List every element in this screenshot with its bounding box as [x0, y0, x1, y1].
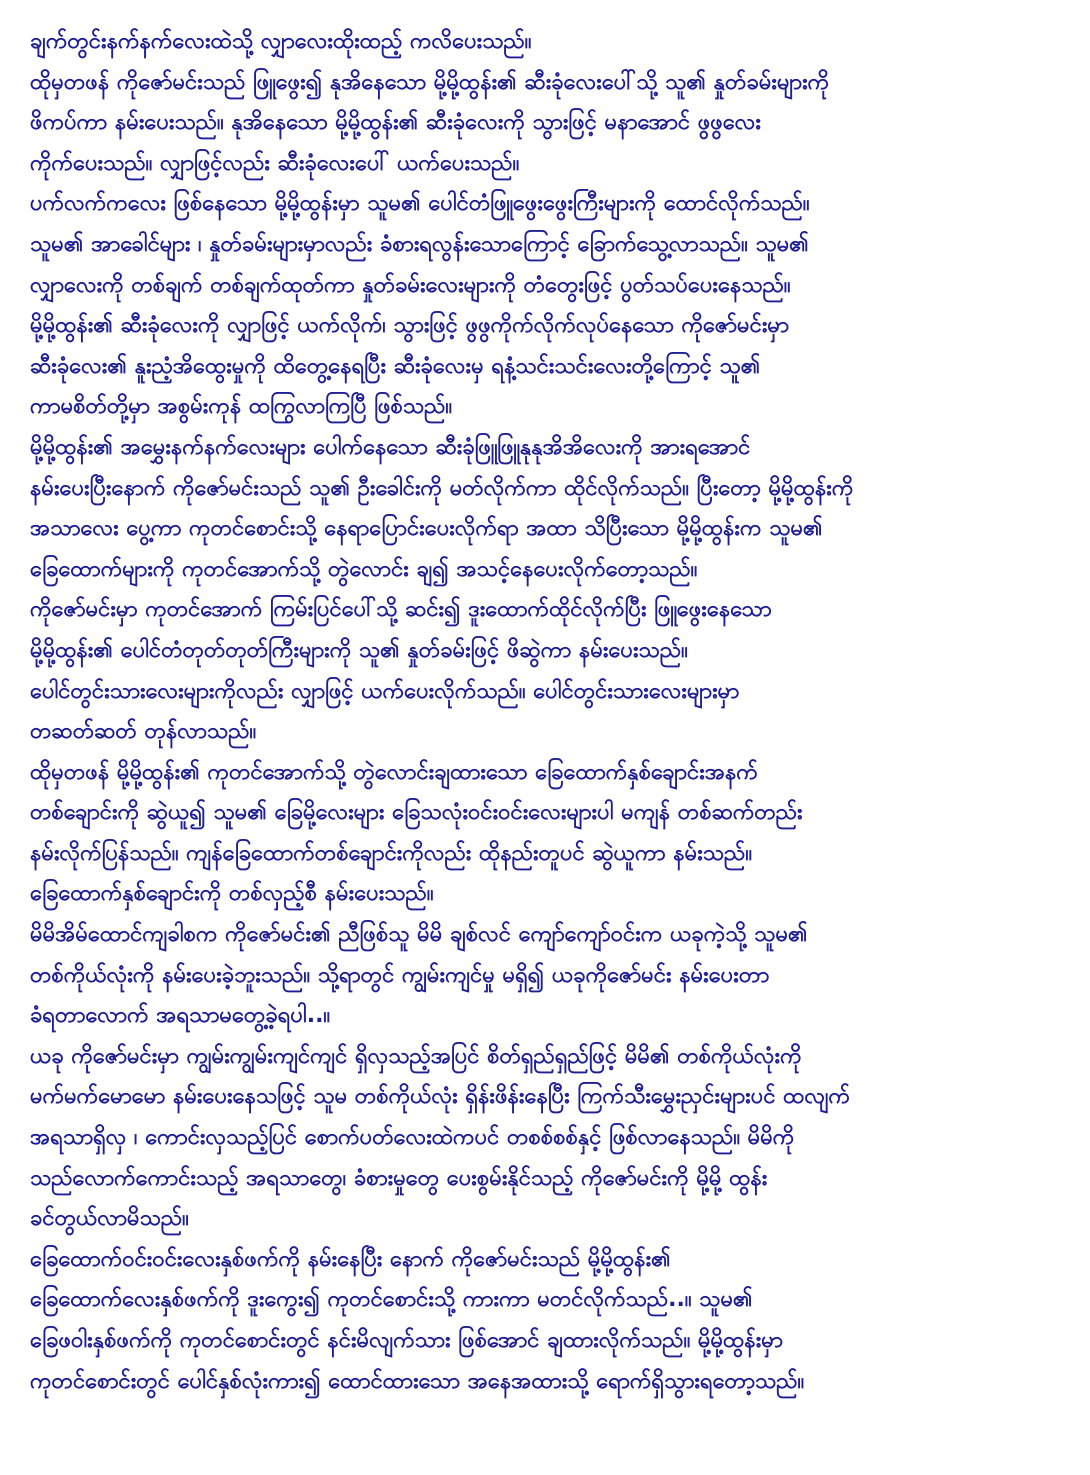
text-line: ချက်တွင်းနက်နက်လေးထဲသို့ လျှာလေးထိုးထည့် ကလိပေးသည်။ — [30, 29, 532, 54]
text-line: မက်မက်မောမော နမ်းပေးနေသဖြင့် သူမ တစ်ကိုယ်လုံး ရှိန်းဖိန်းနေပြီး ကြက်သီးမွှေးညှင်းများပင် ထလျက် — [30, 1084, 851, 1110]
text-line: နမ်းလိုက်ပြန်သည်။ ကျန်ခြေထောက်တစ်ချောင်းကိုလည်း ထိုနည်းတူပင် ဆွဲယူကာ နမ်းသည်။ — [30, 840, 752, 866]
text-line: မို့မို့ထွန်း၏ ပေါင်တံတုတ်တုတ်ကြီးများကို သူ၏ နှုတ်ခမ်းဖြင့် ဖိဆွဲကာ နမ်းပေးသည်။ — [30, 637, 688, 663]
text-line: ကိုက်ပေးသည်။ လျှာဖြင့်လည်း ဆီးခုံလေးပေါ် ယက်ပေးသည်။ — [30, 150, 520, 176]
text-line: ပေါင်တွင်းသားလေးများကိုလည်း လျှာဖြင့် ယက်ပေးလိုက်သည်။ ပေါင်တွင်းသားလေးများမှာ — [30, 678, 740, 704]
text-line: ထိုမှတဖန် ကိုဇော်မင်းသည် ဖြူဖွေး၍ နုအိနေသော မို့မို့ထွန်း၏ ဆီးခုံလေးပေါ်သို့ သူ၏ နှုတ်ခမ်းများကို — [30, 69, 830, 95]
text-line: ကာမစိတ်တို့မှာ အစွမ်းကုန် ထကြွလာကြပြီ ဖြစ်သည်။ — [30, 394, 453, 420]
text-line: ခြေထောက်နှစ်ချောင်းကို တစ်လှည့်စီ နမ်းပေးသည်။ — [30, 881, 434, 907]
text-line: အရသာရှိလှ ၊ ကောင်းလှသည့်ပြင် စောက်ပတ်လေးထဲကပင် တစစ်စစ်နှင့် ဖြစ်လာနေသည်။ မိမိကို — [30, 1125, 795, 1151]
text-line: သူမ၏ အာခေါင်များ ၊ နှုတ်ခမ်းများမှာလည်း ခံစားရလွန်းသောကြောင့် ခြောက်သွေ့လာသည်။ သူမ၏ — [30, 231, 809, 257]
text-line: နမ်းပေးပြီးနောက် ကိုဇော်မင်းသည် သူ၏ ဦးခေါင်းကို မတ်လိုက်ကာ ထိုင်လိုက်သည်။ ပြီးတော့ မို့မို့ထွန်းကို — [30, 475, 854, 501]
text-line: ဆီးခုံလေး၏ နူးညံ့အိထွေးမှုကို ထိတွေ့နေရပြီး ဆီးခုံလေးမှ ရနံ့သင်းသင်းလေးတို့ကြောင့် သူ၏ — [30, 353, 761, 379]
text-line: လျှာလေးကို တစ်ချက် တစ်ချက်ထုတ်ကာ နှုတ်ခမ်းလေးများကို တံတွေးဖြင့် ပွတ်သပ်ပေးနေသည်။ — [30, 272, 791, 298]
text-line: ခြေထောက်များကို ကုတင်အောက်သို့ တွဲလောင်း ချ၍ အသင့်နေပေးလိုက်တော့သည်။ — [30, 556, 698, 582]
text-line: ခံရတာလောက် အရသာမတွေ့ခဲ့ရပါ..။ — [30, 1003, 331, 1029]
text-line: ယခု ကိုဇော်မင်းမှာ ကျွမ်းကျွမ်းကျင်ကျင် ရှိလှသည့်အပြင် စိတ်ရှည်ရှည်ဖြင့် မိမိ၏ တစ်ကိုယ်လုံးကို — [30, 1043, 802, 1069]
text-line: မို့မို့ထွန်း၏ အမွှေးနက်နက်လေးများ ပေါက်နေသော ဆီးခုံဖြူဖြူနုနုအိအိလေးကို အားရအောင် — [30, 434, 751, 460]
text-line: ခြေထောက်ဝင်းဝင်းလေးနှစ်ဖက်ကို နမ်းနေပြီး နောက် ကိုဇော်မင်းသည် မို့မို့ထွန်း၏ — [30, 1246, 671, 1272]
text-line: ကိုဇော်မင်းမှာ ကုတင်အောက် ကြမ်းပြင်ပေါ်သို့ ဆင်း၍ ဒူးထောက်ထိုင်လိုက်ပြီး ဖြူဖွေးနေသော — [30, 597, 772, 623]
text-line: အသာလေး ပွေ့ကာ ကုတင်စောင်းသို့ နေရာပြောင်းပေးလိုက်ရာ အထာ သိပြီးသော မို့မို့ထွန်းက သူမ၏ — [30, 516, 823, 542]
text-line: တစ်ကိုယ်လုံးကို နမ်းပေးခဲ့ဘူးသည်။ သို့ရာတွင် ကျွမ်းကျင်မှု မရှိ၍ ယခုကိုဇော်မင်း နမ်းပေးတာ — [30, 962, 770, 988]
text-line: ခင်တွယ်လာမိသည်။ — [30, 1206, 189, 1232]
text-line: မိမိအိမ်ထောင်ကျခါစက ကိုဇော်မင်း၏ ညီဖြစ်သူ မိမိ ချစ်လင် ကျော်ကျော်ဝင်းက ယခုကဲ့သို့ သူမ၏ — [30, 922, 808, 948]
text-line: မို့မို့ထွန်း၏ ဆီးခုံလေးကို လျှာဖြင့် ယက်လိုက်၊ သွားဖြင့် ဖွဖွကိုက်လိုက်လုပ်နေသော ကိုဇော်မင်းမှာ — [30, 313, 790, 339]
text-line: ခြေဖဝါးနှစ်ဖက်ကို ကုတင်စောင်းတွင် နင်းမိလျက်သား ဖြစ်အောင် ချထားလိုက်သည်။ မို့မို့ထွန်းမှာ — [30, 1328, 783, 1353]
text-line: ထိုမှတဖန် မို့မို့ထွန်း၏ ကုတင်အောက်သို့ တွဲလောင်းချထားသော ခြေထောက်နှစ်ချောင်းအနက် — [30, 759, 758, 785]
text-line: ဖိကပ်ကာ နမ်းပေးသည်။ နုအိနေသော မို့မို့ထွန်း၏ ဆီးခုံလေးကို သွားဖြင့် မနာအောင် ဖွဖွလေး — [30, 110, 762, 136]
text-line: ကုတင်စောင်းတွင် ပေါင်နှစ်လုံးကား၍ ထောင်ထားသော အနေအထားသို့ ရောက်ရှိသွားရတော့သည်။ — [30, 1368, 805, 1394]
text-line: တစ်ချောင်းကို ဆွဲယူ၍ သူမ၏ ခြေမို့လေးများ ခြေသလုံးဝင်းဝင်းလေးများပါ မကျန် တစ်ဆက်တည်း — [30, 800, 803, 826]
text-line: သည်လောက်ကောင်းသည့် အရသာတွေ၊ ခံစားမှုတွေ ပေးစွမ်းနိုင်သည့် ကိုဇော်မင်းကို မို့မို့ ထွန်း — [30, 1165, 768, 1191]
text-line: ခြေထောက်လေးနှစ်ဖက်ကို ဒူးကွေး၍ ကုတင်စောင်းသို့ ကားကာ မတင်လိုက်သည်..။ သူမ၏ — [30, 1287, 753, 1313]
text-line: ပက်လက်ကလေး ဖြစ်နေသော မို့မို့ထွန်းမှာ သူမ၏ ပေါင်တံဖြူဖွေးဖွေးကြီးများကို ထောင်လိုက်သည်။ — [30, 191, 810, 217]
text-line: တဆတ်ဆတ် တုန်လာသည်။ — [30, 719, 257, 745]
